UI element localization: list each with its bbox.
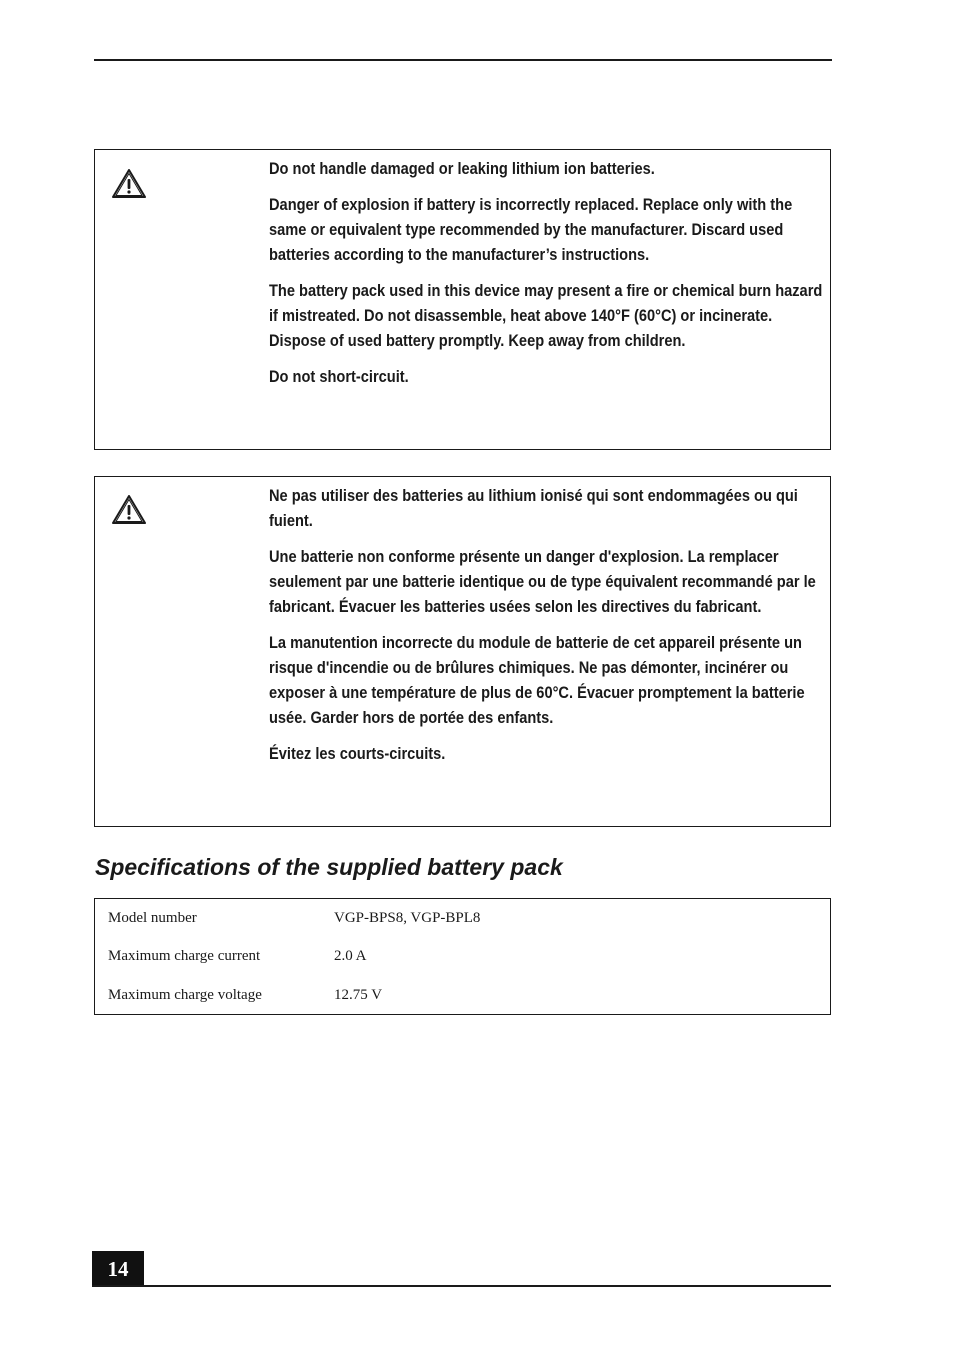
spec-value: 12.75 V [334,987,383,1003]
warning-paragraph: Ne pas utiliser des batteries au lithium ionisé qui sont endommagées ou qui fuient. [269,486,798,530]
spec-value: VGP-BPS8, VGP-BPL8 [334,910,481,926]
spec-value: 2.0 A [334,948,367,964]
warning-box-french [94,476,831,827]
warning-triangle-icon [111,168,147,200]
spec-label: Model number [108,910,197,926]
warning-paragraph: Danger of explosion if battery is incorrectly replaced. Replace only with the same or equivalent type recommended by the manufacturer. Discard used batteries according to the manufacturer’s instructions. [269,195,793,264]
warning-paragraph: Do not short-circuit. [269,367,409,386]
warning-paragraph: Do not handle damaged or leaking lithium ion batteries. [269,159,655,178]
spec-label: Maximum charge current [108,948,261,964]
section-heading: Specifications of the supplied battery pack [95,854,563,880]
footer-rule [92,1285,831,1287]
page-number: 14 [92,1251,144,1287]
warning-paragraph: La manutention incorrecte du module de batterie de cet appareil présente un risque d'incendie ou de brûlures chimiques. Ne pas démonter, incinérer ou exposer à une température de plus de 60°C. Évacuer promptement la batterie usée. Garder hors de portée des enfants. [269,633,805,727]
warning-paragraph: Évitez les courts-circuits. [269,744,446,763]
header-rule [94,59,832,61]
warning-triangle-icon [111,494,147,526]
warning-paragraph: Une batterie non conforme présente un danger d'explosion. La remplacer seulement par une batterie identique ou de type équivalent recommandé par le fabricant. Évacuer les batteries usées selon les directives du fabricant. [269,547,816,616]
warning-box-english [94,149,831,450]
spec-label: Maximum charge voltage [108,987,262,1003]
warning-paragraph: The battery pack used in this device may present a fire or chemical burn hazard if mistreated. Do not disassemble, heat above 140°F (60°C) or incinerate. Dispose of used battery promptly. Keep away from children. [269,281,823,350]
warning-text-french [269,483,816,777]
warning-text-english [269,156,823,400]
specifications-table [94,898,831,1015]
